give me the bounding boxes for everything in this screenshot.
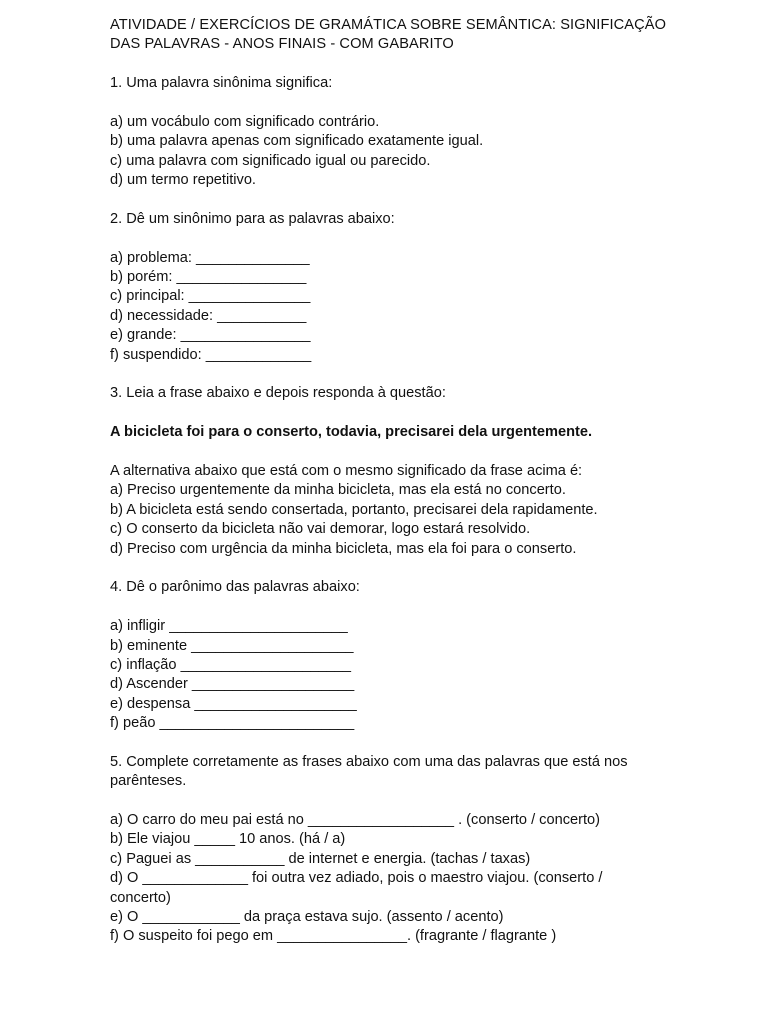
- q2-item-d: d) necessidade: ___________: [110, 307, 307, 324]
- q5-item-b: b) Ele viajou _____ 10 anos. (há / a): [110, 831, 346, 848]
- q5-item-a: a) O carro do meu pai está no __________________ . (conserto / concerto): [110, 812, 601, 829]
- q1-option-b: b) uma palavra apenas com significado exatamente igual.: [110, 133, 484, 150]
- q3-sentence: A bicicleta foi para o conserto, todavia, precisarei dela urgentemente.: [110, 424, 593, 441]
- q5-item-f: f) O suspeito foi pego em ________________. (fragrante / flagrante ): [110, 928, 557, 945]
- question-5-line2: parênteses.: [110, 773, 187, 790]
- q5-item-d-cont: concerto): [110, 889, 171, 906]
- q2-item-f: f) suspendido: _____________: [110, 346, 312, 363]
- q4-item-d: d) Ascender ____________________: [110, 676, 355, 693]
- q4-item-a: a) infligir ______________________: [110, 618, 348, 635]
- q4-item-c: c) inflação _____________________: [110, 656, 352, 673]
- q2-item-b: b) porém: ________________: [110, 269, 307, 286]
- page-title-line2: DAS PALAVRAS - ANOS FINAIS - COM GABARITO: [110, 36, 454, 53]
- q5-item-e: e) O ____________ da praça estava sujo. (assento / acento): [110, 908, 504, 925]
- q2-item-a: a) problema: ______________: [110, 249, 310, 266]
- question-4: 4. Dê o parônimo das palavras abaixo:: [110, 579, 360, 596]
- q1-option-c: c) uma palavra com significado igual ou parecido.: [110, 152, 431, 169]
- q3-option-c: c) O conserto da bicicleta não vai demorar, logo estará resolvido.: [110, 521, 531, 538]
- q1-option-d: d) um termo repetitivo.: [110, 172, 256, 189]
- worksheet-page: [110, 16, 750, 947]
- q3-option-d: d) Preciso com urgência da minha bicicleta, mas ela foi para o conserto.: [110, 540, 577, 557]
- q1-option-a: a) um vocábulo com significado contrário.: [110, 113, 380, 130]
- question-5: 5. Complete corretamente as frases abaixo com uma das palavras que está nos: [110, 753, 628, 770]
- q2-item-e: e) grande: ________________: [110, 327, 311, 344]
- question-3: 3. Leia a frase abaixo e depois responda à questão:: [110, 385, 446, 402]
- question-1: 1. Uma palavra sinônima significa:: [110, 75, 333, 92]
- q4-item-e: e) despensa ____________________: [110, 695, 357, 712]
- q3-prompt: A alternativa abaixo que está com o mesmo significado da frase acima é:: [110, 462, 583, 479]
- question-2: 2. Dê um sinônimo para as palavras abaixo:: [110, 210, 395, 227]
- q2-item-c: c) principal: _______________: [110, 288, 311, 305]
- q5-item-d: d) O _____________ foi outra vez adiado, pois o maestro viajou. (conserto /: [110, 870, 603, 887]
- page-title: ATIVIDADE / EXERCÍCIOS DE GRAMÁTICA SOBRE SEMÂNTICA: SIGNIFICAÇÃO: [110, 17, 667, 33]
- q4-item-b: b) eminente ____________________: [110, 637, 354, 654]
- q3-option-a: a) Preciso urgentemente da minha bicicleta, mas ela está no concerto.: [110, 482, 566, 499]
- q3-option-b: b) A bicicleta está sendo consertada, portanto, precisarei dela rapidamente.: [110, 501, 598, 518]
- q4-item-f: f) peão ________________________: [110, 715, 355, 732]
- q5-item-c: c) Paguei as ___________ de internet e energia. (tachas / taxas): [110, 850, 531, 867]
